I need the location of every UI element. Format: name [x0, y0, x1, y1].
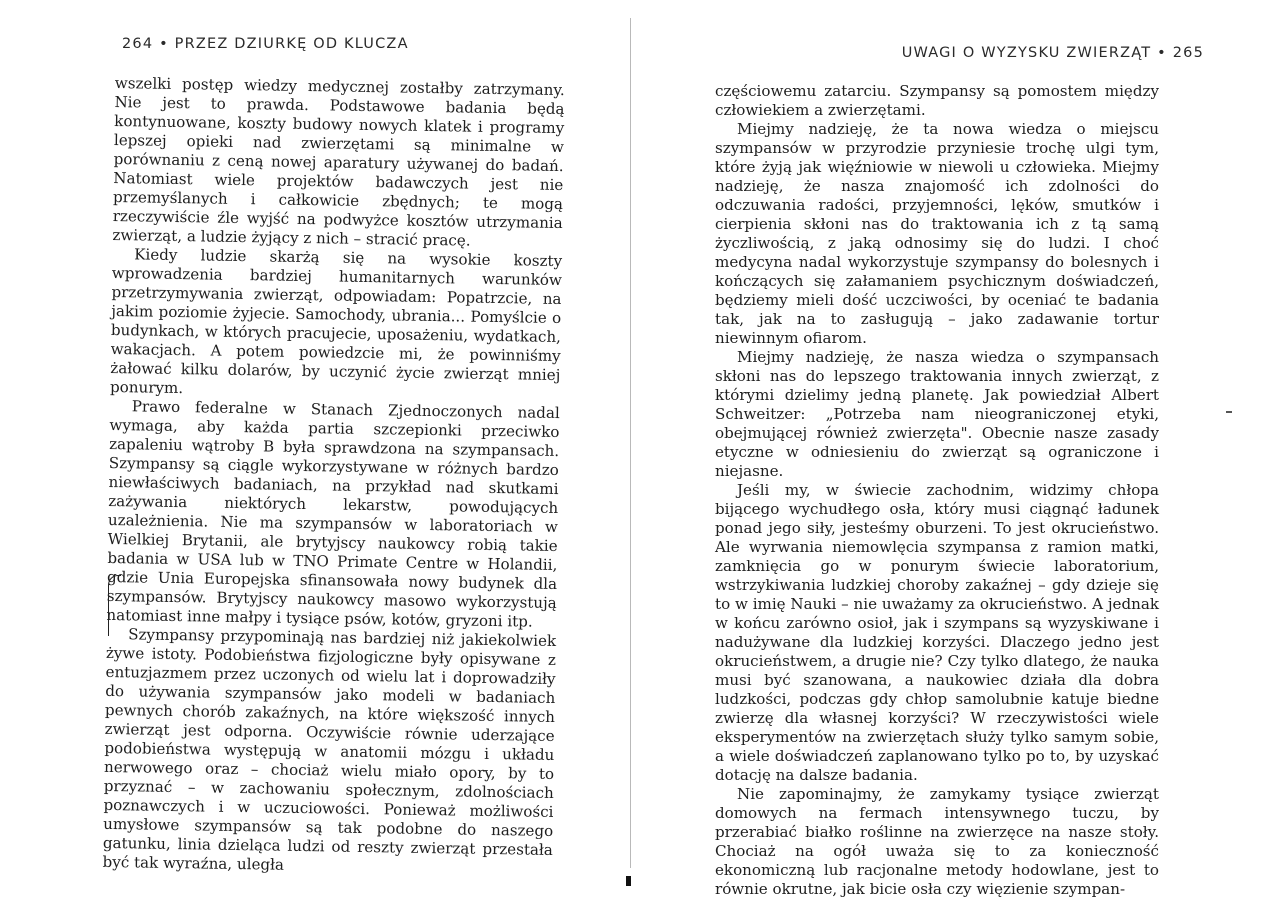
paragraph: Jeśli my, w świecie zachodnim, widzimy chłopa bijącego wychudłego osła, który musi ciągnąć ładunek ponad jego siły, jesteśmy oburzeni. To jest okrucieństwo. Ale wyrwania niemowlęcia szympansa z ramion matki, zamknięcia go w ponurym świecie laboratorium, wstrzykiwania ludzkiej choroby zakaźnej – gdy dzieje się to w imię Nauki – nie uważamy za okrucieństwo. A jednak w końcu zarówno osioł, jak i szympans są wyzyskiwane i nadużywane dla ludzkiej korzyści. Dlaczego jedno jest okrucieństwem, a drugie nie? Czy tylko dlatego, że nauka musi być szanowana, a naukowiec działa dla dobra ludzkości, podczas gdy chłop samolubnie katuje biedne zwierzę dla własnej korzyści? W rzeczywistości wiele eksperymentów na zwierzętach służy tylko samym sobie, a wiele doświadczeń zaplanowano tylko po to, by uzyskać dotację na dalsze badania.	[715, 481, 1159, 784]
paragraph: Miejmy nadzieję, że ta nowa wiedza o miejscu szympansów w przyrodzie przyniesie trochę ulgi tym, które żyją jak więźniowie w niewoli u człowieka. Miejmy nadzieję, że nasza znajomość ich zdolności do odczuwania radości, przyjemności, lęków, smutków i cierpienia skłoni nas do traktowania ich z tą samą życzliwością, z jaką odnosimy się do ludzi. I choć medycyna nadal wykorzystuje szympansy do bolesnych i kończących się załamaniem psychicznym doświadczeń, będziemy mieli dość uczciwości, by oceniać te badania tak, jak na to zasługują – jako zadawanie tortur niewinnym ofiarom.	[715, 120, 1159, 347]
margin-mark	[1226, 411, 1232, 413]
paragraph: Szympansy przypominają nas bardziej niż jakiekolwiek żywe istoty. Podobieństwa fizjologiczne były opisywane z entuzjazmem przez uczonych od wielu lat i doprowadziły do używania szympansów jako modeli w badaniach pewnych chorób zakaźnych, na które większość innych zwierząt jest odporna. Oczywiście równie uderzające podobieństwa występują w anatomii mózgu i układu nerwowego oraz – chociaż wielu miało opory, by to przyznać – w zachowaniu społecznym, zdolnościach poznawczych i w uczuciowości. Ponieważ możliwości umysłowe szympansów są tak podobne do naszego gatunku, linia dzieląca ludzi od reszty zwierząt przestała być tak wyraźna, uległa	[102, 625, 557, 874]
paragraph: Prawo federalne w Stanach Zjednoczonych nadal wymaga, aby każda partia szczepionki przeciwko zapaleniu wątroby B była sprawdzona na szympansach. Szympansy są ciągle wykorzystywane w różnych bardzo niewłaściwych badaniach, na przykład nad skutkami zażywania niektórych lekarstw, powodujących uzależnienia. Nie ma szympansów w laboratoriach w Wielkiej Brytanii, ale brytyjscy naukowcy robią takie badania w USA lub w TNO Primate Centre w Holandii, gdzie Unia Europejska sfinansowała nowy budynek dla szympansów. Brytyjscy naukowcy masowo wykorzystują natomiast inne małpy i tysiące psów, kotów, gryzoni itp.	[106, 397, 560, 631]
pen-margin-mark	[108, 575, 121, 636]
right-running-header: UWAGI O WYZYSKU ZWIERZĄT • 265	[901, 45, 1204, 61]
paragraph: Kiedy ludzie skarżą się na wysokie koszty wprowadzenia bardziej humanitarnych warunków przetrzymywania zwierząt, odpowiadam: Popatrzcie, na jakim poziomie żyjecie. Samochody, ubrania... Pomyślcie o budynkach, w których pracujecie, uposażeniu, wydatkach, wakacjach. A potem powiedzcie mi, że powinniśmy żałować kilku dolarów, by uczynić życie zwierząt mniej ponurym.	[109, 245, 563, 398]
left-running-header: 264 • PRZEZ DZIURKĘ OD KLUCZA	[122, 36, 409, 52]
paragraph: Nie zapominajmy, że zamykamy tysiące zwierząt domowych na fermach intensywnego tuczu, by przerabiać białko roślinne na zwierzęce na nasze stoły. Chociaż na ogół uważa się to za konieczność ekonomiczną lub racjonalne metody hodowlane, jest to równie okrutne, jak bicie osła czy więzienie szympan-	[715, 785, 1159, 898]
left-body-text	[102, 74, 564, 879]
left-page	[0, 0, 631, 894]
paragraph: częściowemu zatarciu. Szympansy są pomostem między człowiekiem a zwierzętami.	[715, 82, 1159, 119]
right-body-text	[715, 82, 1159, 899]
paragraph: wszelki postęp wiedzy medycznej zostałby zatrzymany. Nie jest to prawda. Podstawowe badania będą kontynuowane, koszty budowy nowych klatek i programy lepszej opieki nad zwierzętami są minimalne w porównaniu z ceną nowej aparatury używanej do badań. Natomiast wiele projektów badawczych jest nie przemyślanych i całkowicie zbędnych; te mogą rzeczywiście źle wyjść na podwyżce kosztów utrzymania zwierząt, a ludzie żyjący z nich – stracić pracę.	[112, 74, 565, 250]
paragraph: Miejmy nadzieję, że nasza wiedza o szympansach skłoni nas do lepszego traktowania innych zwierząt, z którymi dzielimy jedną planetę. Jak powiedział Albert Schweitzer: „Potrzeba nam nieograniczonej etyki, obejmującej również zwierzęta". Obecnie nasze zasady etyczne w odniesieniu do zwierząt są ograniczone i niejasne.	[715, 348, 1159, 480]
right-page	[631, 0, 1262, 898]
